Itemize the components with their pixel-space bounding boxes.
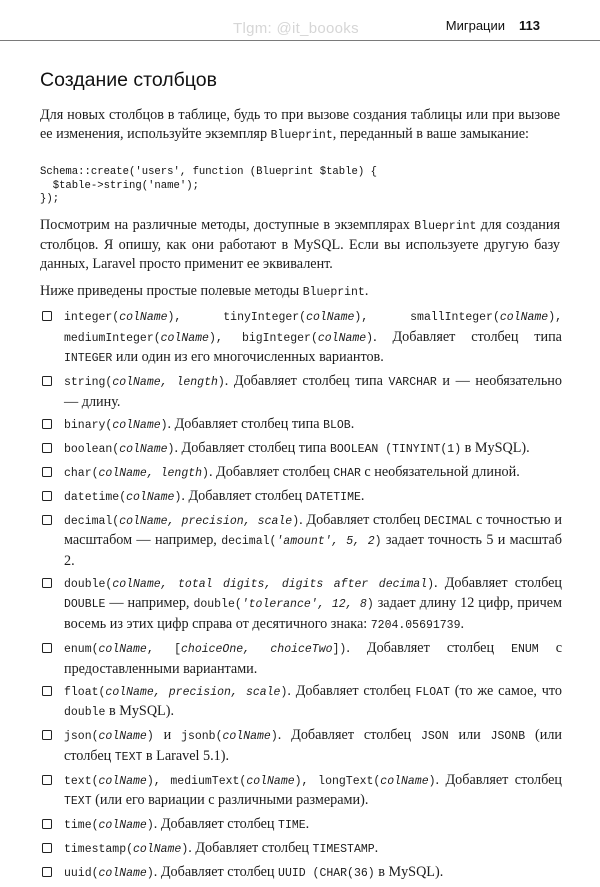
text: Для новых столбцов в таблице, будь то при вызове создания таблицы или при вызове ее изменения, используйте экземпляр: [40, 107, 560, 143]
running-head: [446, 18, 540, 33]
methods-paragraph: [40, 216, 560, 275]
checkbox-bullet-icon: [42, 491, 52, 501]
header-rule: [0, 40, 600, 41]
list-intro-paragraph: [40, 282, 560, 302]
checkbox-bullet-icon: [42, 643, 52, 653]
checkbox-bullet-icon: [42, 730, 52, 740]
list-item-binary: binary(colName). Добавляет столбец типа BLOB.: [40, 415, 562, 436]
text: .: [364, 283, 369, 299]
text: Ниже приведены простые полевые методы: [40, 283, 303, 299]
code-block: Schema::create('users', function (Blueprint $table) { $table->string('name'); });: [40, 166, 377, 206]
list-item-text: text(colName), mediumText(colName), longText(colName). Добавляет столбец TEXT (или его вариации с различными размерами).: [40, 771, 562, 812]
checkbox-bullet-icon: [42, 311, 52, 321]
list-item-double: double(colName, total digits, digits after decimal). Добавляет столбец DOUBLE — например, double('tolerance', 12, 8) задает длину 12 цифр, причем восемь из этих цифр справа от десятичного знака: 7204.05691739.: [40, 574, 562, 636]
page-number: 113: [519, 18, 540, 33]
chapter-title: Миграции: [445, 18, 506, 33]
checkbox-bullet-icon: [42, 443, 52, 453]
list-item-string: string(colName, length). Добавляет столбец типа VARCHAR и — необязательно — длину.: [40, 372, 562, 411]
checkbox-bullet-icon: [42, 867, 52, 877]
checkbox-bullet-icon: [42, 515, 52, 525]
list-item-integer: integer(colName), tinyInteger(colName), smallInteger(colName), mediumInteger(colName), bigInteger(colName). Добавляет столбец типа INTEGER или один из его многочисленных вариантов.: [40, 307, 562, 369]
inline-code: Blueprint: [414, 220, 477, 233]
watermark: Tlgm: @it_boooks: [233, 20, 359, 37]
list-item-float: float(colName, precision, scale). Добавляет столбец FLOAT (то же самое, что double в MySQL).: [40, 682, 562, 723]
list-item-boolean: boolean(colName). Добавляет столбец типа BOOLEAN (TINYINT(1) в MySQL).: [40, 439, 562, 460]
list-item-timestamp: timestamp(colName). Добавляет столбец TIMESTAMP.: [40, 839, 562, 860]
list-item-decimal: decimal(colName, precision, scale). Добавляет столбец DECIMAL с точностью и масштабом — например, decimal('amount', 5, 2) задает точность 5 и масштаб 2.: [40, 511, 562, 571]
text: Посмотрим на различные методы, доступные в экземплярах: [40, 217, 415, 233]
list-item-char: char(colName, length). Добавляет столбец CHAR с необязательной длиной.: [40, 463, 562, 484]
text: для создания столбцов. Я опишу, как они работают в MySQL. Если вы используете другую базу данных, Laravel просто применит ее эквивалент.: [40, 217, 561, 273]
list-item-uuid: uuid(colName). Добавляет столбец UUID (CHAR(36) в MySQL).: [40, 863, 562, 884]
list-item-datetime: datetime(colName). Добавляет столбец DATETIME.: [40, 487, 562, 508]
list-item-enum: enum(colName, [choiceOne, choiceTwo]). Добавляет столбец ENUM с предоставленными вариантами.: [40, 639, 562, 678]
intro-paragraph: [40, 106, 560, 145]
checkbox-bullet-icon: [42, 843, 52, 853]
checkbox-bullet-icon: [42, 578, 52, 588]
methods-list: [40, 307, 562, 887]
list-item-json: json(colName) и jsonb(colName). Добавляет столбец JSON или JSONB (или столбец TEXT в Laravel 5.1).: [40, 726, 562, 767]
checkbox-bullet-icon: [42, 686, 52, 696]
checkbox-bullet-icon: [42, 376, 52, 386]
checkbox-bullet-icon: [42, 419, 52, 429]
inline-code: Blueprint: [270, 129, 333, 143]
section-title: Создание столбцов: [40, 69, 217, 91]
text: , переданный в ваше замыкание:: [332, 126, 529, 143]
checkbox-bullet-icon: [42, 467, 52, 477]
checkbox-bullet-icon: [42, 819, 52, 829]
inline-code: Blueprint: [302, 286, 365, 299]
list-item-time: time(colName). Добавляет столбец TIME.: [40, 815, 562, 836]
checkbox-bullet-icon: [42, 775, 52, 785]
